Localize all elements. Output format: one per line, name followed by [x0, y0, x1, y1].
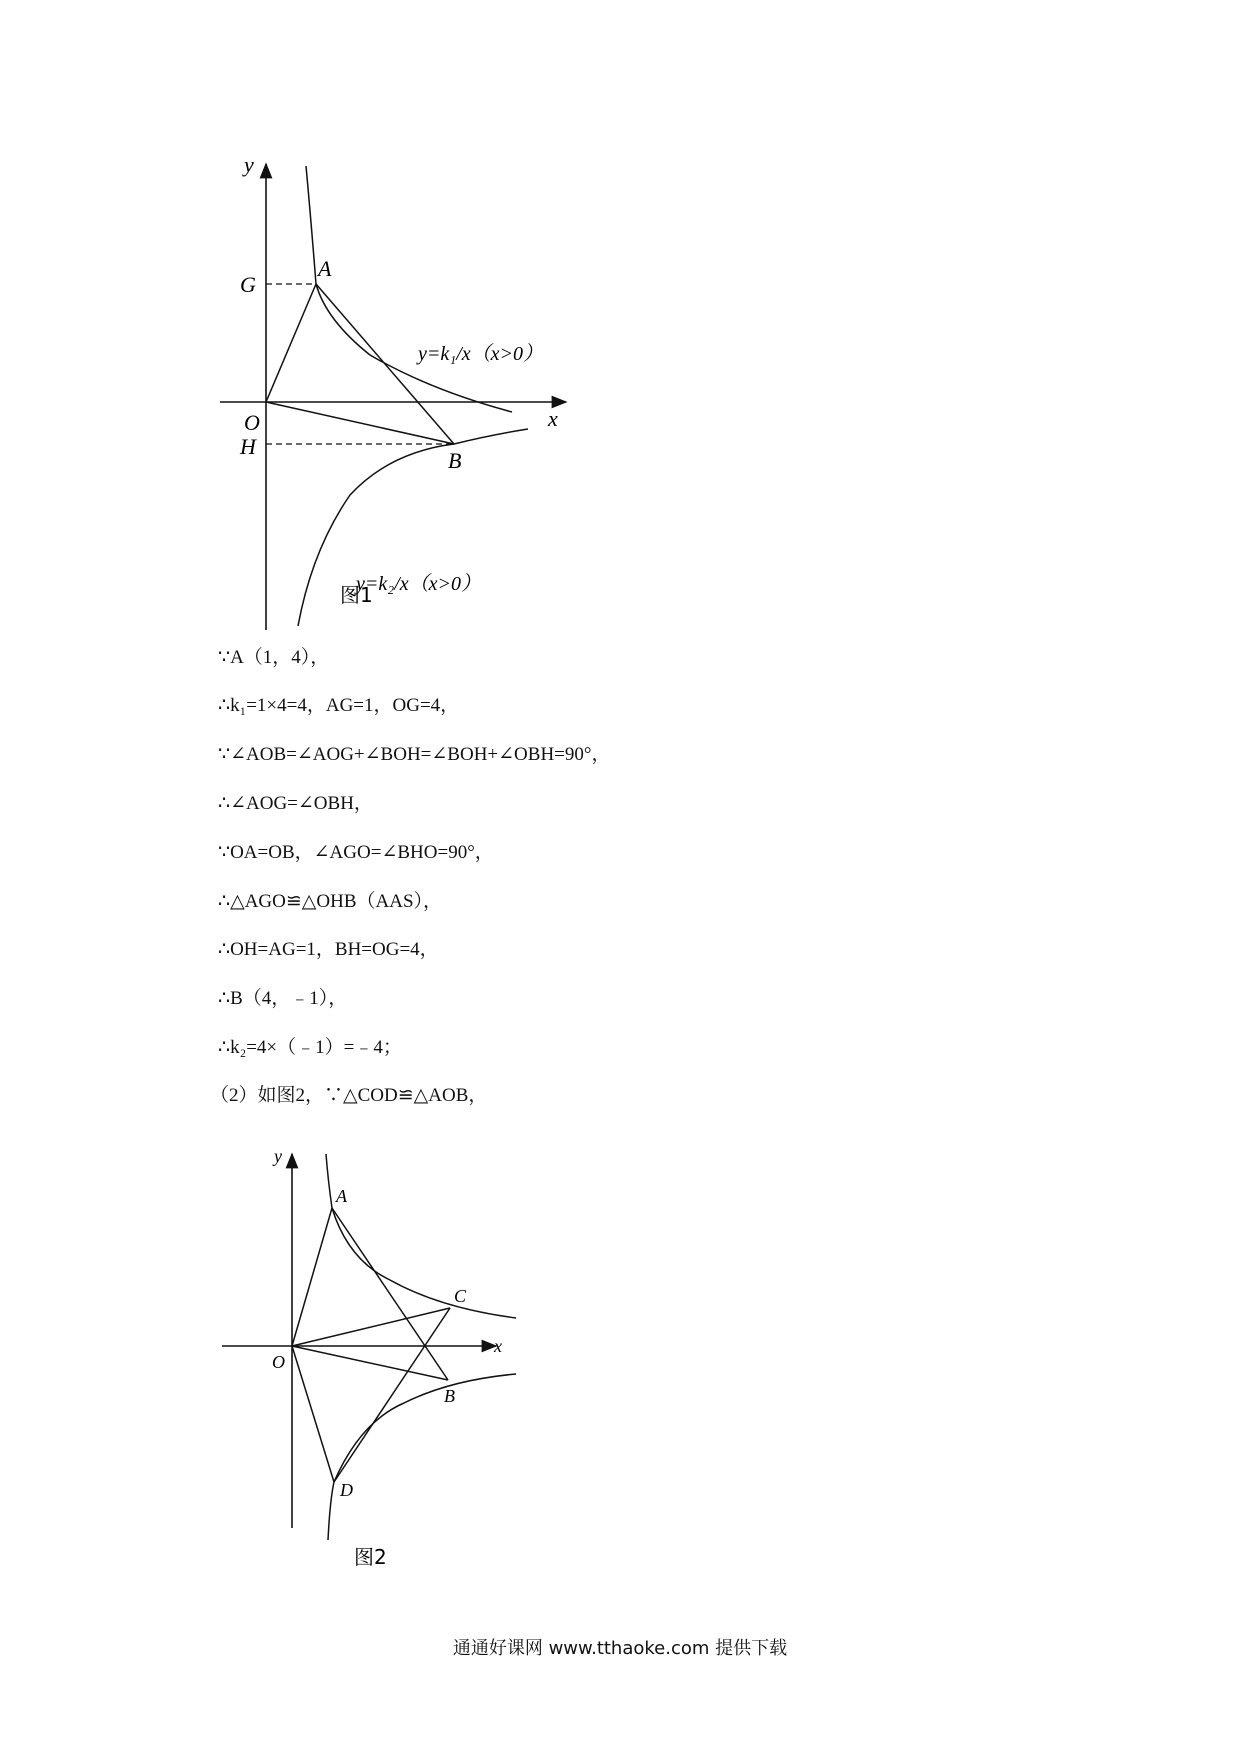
- segment-OB: [266, 402, 454, 444]
- solution-line: ∵OA=OB，∠AGO=∠BHO=90°，: [218, 842, 494, 863]
- curve-upper: [326, 1154, 516, 1318]
- segment-OA: [292, 1208, 332, 1346]
- label-x: x: [548, 406, 558, 431]
- label-G: G: [240, 272, 256, 297]
- solution-line: ∵∠AOB=∠AOG+∠BOH=∠BOH+∠OBH=90°，: [218, 744, 611, 765]
- label-H: H: [240, 434, 256, 459]
- segment-CD: [334, 1308, 450, 1482]
- label-B: B: [448, 448, 462, 473]
- solution-line: ∵A（1，4），: [218, 647, 330, 668]
- segment-OA: [266, 284, 316, 402]
- solution-line: ∴k₁=1×4=4，AG=1，OG=4，: [218, 695, 460, 716]
- label-A: A: [318, 256, 332, 281]
- solution-line: ∴OH=AG=1，BH=OG=4，: [218, 939, 439, 960]
- solution-line: ∴∠AOG=∠OBH，: [218, 793, 373, 814]
- segment-AB: [332, 1208, 448, 1380]
- solution-line: ∴B（4，﹣1），: [218, 988, 348, 1009]
- label-x: x: [494, 1336, 502, 1356]
- figure2-caption: 图2: [354, 1545, 387, 1569]
- curve2-label: y=k₂/x（x>0）: [356, 573, 482, 595]
- label-O: O: [272, 1352, 285, 1372]
- label-B: B: [444, 1386, 455, 1406]
- segment-OB: [292, 1346, 448, 1380]
- curve1-label: y=k₁/x（x>0）: [418, 343, 544, 365]
- solution-line: （2）如图2，∵△COD≌△AOB，: [210, 1085, 488, 1106]
- figure1-caption: 图1: [340, 583, 373, 607]
- curve-k2: [298, 429, 528, 626]
- curve-lower: [328, 1374, 516, 1540]
- figure-2: [210, 1140, 530, 1580]
- segment-OC: [292, 1308, 450, 1346]
- label-C: C: [454, 1286, 467, 1306]
- label-D: D: [340, 1480, 353, 1500]
- label-y: y: [244, 152, 254, 177]
- curve-k1: [306, 166, 512, 412]
- solution-line: ∴k₂=4×（﹣1）=﹣4；: [218, 1037, 402, 1058]
- label-A: A: [336, 1186, 347, 1206]
- label-O: O: [244, 410, 260, 435]
- page-footer: 通通好课网 www.tthaoke.com 提供下载: [452, 1638, 788, 1659]
- label-y: y: [274, 1146, 282, 1166]
- segment-OD: [292, 1346, 334, 1482]
- figure-1: [200, 150, 580, 640]
- solution-line: ∴△AGO≌△OHB（AAS），: [218, 891, 443, 912]
